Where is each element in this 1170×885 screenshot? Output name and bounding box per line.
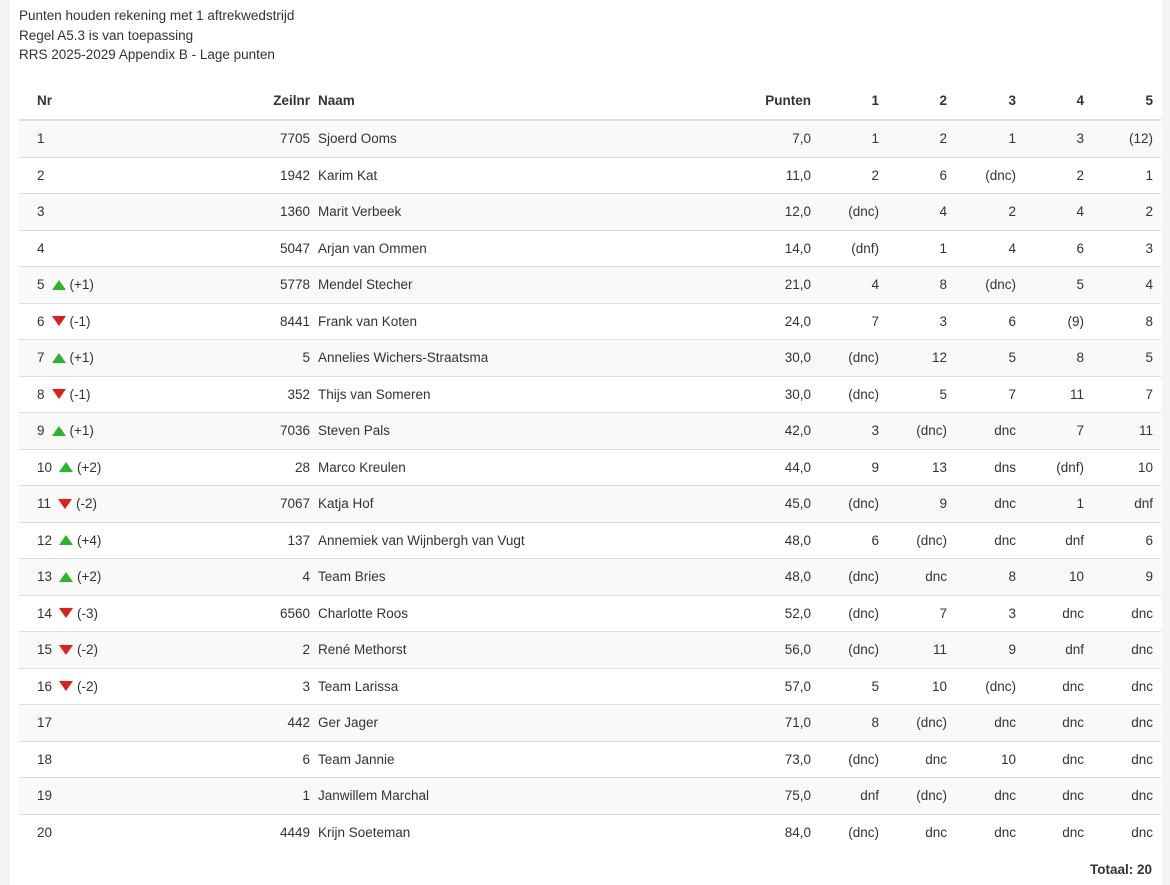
race-3-score: dnc	[955, 522, 1024, 559]
race-1-score: 7	[819, 303, 887, 340]
race-5-score: dnc	[1092, 814, 1161, 850]
header-race-2[interactable]: 2	[887, 82, 955, 120]
arrow-down-icon	[52, 316, 66, 326]
table-row	[19, 595, 1161, 632]
sail-number: 1942	[191, 157, 318, 194]
header-zeilnr[interactable]: Zeilnr	[191, 82, 318, 120]
total-count: Totaal: 20	[1089, 862, 1152, 877]
rank-cell	[19, 413, 191, 450]
race-1-score: 5	[819, 668, 887, 705]
race-4-score: 1	[1024, 486, 1092, 523]
rank-change: (+2)	[77, 459, 102, 475]
total-points: 14,0	[693, 230, 819, 267]
rank-cell	[19, 486, 191, 523]
race-1-score: (dnc)	[819, 632, 887, 669]
race-1-score: 6	[819, 522, 887, 559]
race-1-score: 9	[819, 449, 887, 486]
race-3-score: (dnc)	[955, 668, 1024, 705]
sail-number: 137	[191, 522, 318, 559]
total-points: 48,0	[693, 559, 819, 596]
race-3-score: (dnc)	[955, 157, 1024, 194]
total-points: 57,0	[693, 668, 819, 705]
sailor-name: Team Larissa	[318, 668, 693, 705]
sailor-name: Marco Kreulen	[318, 449, 693, 486]
rank-change: (-1)	[69, 386, 91, 402]
scoring-notes	[19, 6, 294, 65]
rank-number: 7	[37, 350, 45, 366]
race-1-score: (dnc)	[819, 194, 887, 231]
race-2-score: 13	[887, 449, 955, 486]
arrow-down-icon	[58, 499, 72, 509]
sail-number: 442	[191, 705, 318, 742]
header-nr[interactable]: Nr	[19, 82, 191, 120]
table-row	[19, 230, 1161, 267]
race-5-score: dnc	[1092, 778, 1161, 815]
table-row	[19, 194, 1161, 231]
race-5-score: 11	[1092, 413, 1161, 450]
rank-change: (+2)	[77, 569, 102, 585]
results-table	[19, 82, 1161, 850]
sail-number: 5047	[191, 230, 318, 267]
rank-number: 16	[37, 678, 53, 694]
race-5-score: dnc	[1092, 705, 1161, 742]
table-row	[19, 340, 1161, 377]
race-1-score: dnf	[819, 778, 887, 815]
rank-cell	[19, 230, 191, 267]
sail-number: 5	[191, 340, 318, 377]
rank-change: (-2)	[76, 496, 98, 512]
rank-number: 4	[37, 240, 45, 256]
rank-change: (+1)	[69, 423, 94, 439]
race-5-score: 9	[1092, 559, 1161, 596]
rank-number: 20	[37, 824, 53, 840]
note-rule: Regel A5.3 is van toepassing	[19, 27, 194, 43]
sail-number: 1	[191, 778, 318, 815]
sail-number: 7067	[191, 486, 318, 523]
rank-change: (-3)	[77, 605, 99, 621]
race-4-score: dnc	[1024, 778, 1092, 815]
race-2-score: 8	[887, 267, 955, 304]
race-5-score: dnc	[1092, 595, 1161, 632]
table-row	[19, 522, 1161, 559]
race-2-score: dnc	[887, 741, 955, 778]
sailor-name: Annemiek van Wijnbergh van Vugt	[318, 522, 693, 559]
total-points: 12,0	[693, 194, 819, 231]
table-row	[19, 778, 1161, 815]
arrow-up-icon	[52, 353, 66, 363]
race-3-score: 2	[955, 194, 1024, 231]
race-2-score: 12	[887, 340, 955, 377]
race-4-score: 5	[1024, 267, 1092, 304]
race-5-score: 8	[1092, 303, 1161, 340]
race-4-score: 10	[1024, 559, 1092, 596]
race-3-score: dnc	[955, 814, 1024, 850]
sailor-name: Ger Jager	[318, 705, 693, 742]
table-row	[19, 303, 1161, 340]
rank-cell	[19, 120, 191, 157]
sailor-name: Krijn Soeteman	[318, 814, 693, 850]
sail-number: 4449	[191, 814, 318, 850]
total-points: 11,0	[693, 157, 819, 194]
race-5-score: 2	[1092, 194, 1161, 231]
rank-number: 6	[37, 313, 45, 329]
arrow-down-icon	[59, 608, 73, 618]
sailor-name: Arjan van Ommen	[318, 230, 693, 267]
sail-number: 6560	[191, 595, 318, 632]
race-5-score: (12)	[1092, 120, 1161, 157]
race-2-score: (dnc)	[887, 522, 955, 559]
race-5-score: 3	[1092, 230, 1161, 267]
race-3-score: 5	[955, 340, 1024, 377]
sailor-name: Marit Verbeek	[318, 194, 693, 231]
sailor-name: Mendel Stecher	[318, 267, 693, 304]
sail-number: 8441	[191, 303, 318, 340]
total-points: 21,0	[693, 267, 819, 304]
sailor-name: Frank van Koten	[318, 303, 693, 340]
sail-number: 1360	[191, 194, 318, 231]
arrow-down-icon	[52, 389, 66, 399]
rank-number: 11	[37, 496, 52, 512]
race-5-score: 10	[1092, 449, 1161, 486]
rank-number: 2	[37, 167, 45, 183]
note-system: RRS 2025-2029 Appendix B - Lage punten	[19, 47, 275, 62]
race-3-score: 9	[955, 632, 1024, 669]
rank-cell	[19, 632, 191, 669]
rank-cell	[19, 157, 191, 194]
race-2-score: 4	[887, 194, 955, 231]
race-4-score: 8	[1024, 340, 1092, 377]
sailor-name: Karim Kat	[318, 157, 693, 194]
total-points: 30,0	[693, 376, 819, 413]
rank-number: 13	[37, 569, 53, 585]
sail-number: 352	[191, 376, 318, 413]
race-2-score: 6	[887, 157, 955, 194]
rank-cell	[19, 340, 191, 377]
table-row	[19, 814, 1161, 850]
arrow-up-icon	[59, 535, 73, 545]
sail-number: 7705	[191, 120, 318, 157]
arrow-up-icon	[59, 572, 73, 582]
arrow-down-icon	[59, 681, 73, 691]
rank-number: 19	[37, 788, 53, 804]
race-3-score: 10	[955, 741, 1024, 778]
sailor-name: Thijs van Someren	[318, 376, 693, 413]
rank-cell	[19, 522, 191, 559]
right-margin-strip	[1162, 0, 1170, 885]
race-2-score: 11	[887, 632, 955, 669]
race-4-score: 2	[1024, 157, 1092, 194]
race-2-score: 1	[887, 230, 955, 267]
rank-cell	[19, 303, 191, 340]
race-5-score: dnc	[1092, 632, 1161, 669]
race-5-score: 1	[1092, 157, 1161, 194]
race-5-score: dnf	[1092, 486, 1161, 523]
race-2-score: (dnc)	[887, 705, 955, 742]
header-race-4[interactable]: 4	[1024, 82, 1092, 120]
rank-cell	[19, 705, 191, 742]
race-2-score: dnc	[887, 814, 955, 850]
race-3-score: 4	[955, 230, 1024, 267]
table-row	[19, 413, 1161, 450]
race-1-score: (dnc)	[819, 376, 887, 413]
race-2-score: 10	[887, 668, 955, 705]
rank-cell	[19, 741, 191, 778]
race-4-score: dnc	[1024, 668, 1092, 705]
table-row	[19, 486, 1161, 523]
arrow-up-icon	[52, 280, 66, 290]
race-5-score: 5	[1092, 340, 1161, 377]
rank-cell	[19, 194, 191, 231]
rank-number: 3	[37, 204, 45, 220]
rank-cell	[19, 449, 191, 486]
sailor-name: Sjoerd Ooms	[318, 120, 693, 157]
race-3-score: 1	[955, 120, 1024, 157]
total-points: 24,0	[693, 303, 819, 340]
left-margin-strip	[0, 0, 10, 885]
race-1-score: 2	[819, 157, 887, 194]
total-points: 48,0	[693, 522, 819, 559]
race-2-score: 5	[887, 376, 955, 413]
race-5-score: 6	[1092, 522, 1161, 559]
race-1-score: (dnc)	[819, 559, 887, 596]
table-row	[19, 668, 1161, 705]
rank-cell	[19, 814, 191, 850]
rank-number: 9	[37, 423, 45, 439]
header-race-5[interactable]: 5	[1092, 82, 1161, 120]
race-4-score: (9)	[1024, 303, 1092, 340]
race-4-score: dnc	[1024, 705, 1092, 742]
race-5-score: 7	[1092, 376, 1161, 413]
race-3-score: (dnc)	[955, 267, 1024, 304]
rank-change: (+1)	[69, 350, 94, 366]
race-3-score: dnc	[955, 486, 1024, 523]
race-2-score: (dnc)	[887, 413, 955, 450]
race-2-score: dnc	[887, 559, 955, 596]
total-points: 30,0	[693, 340, 819, 377]
race-4-score: (dnf)	[1024, 449, 1092, 486]
race-1-score: (dnc)	[819, 340, 887, 377]
rank-cell	[19, 559, 191, 596]
sail-number: 7036	[191, 413, 318, 450]
race-2-score: 3	[887, 303, 955, 340]
header-naam[interactable]: Naam	[318, 82, 693, 120]
race-5-score: dnc	[1092, 668, 1161, 705]
race-4-score: 4	[1024, 194, 1092, 231]
total-points: 7,0	[693, 120, 819, 157]
rank-number: 10	[37, 459, 53, 475]
total-points: 56,0	[693, 632, 819, 669]
total-points: 52,0	[693, 595, 819, 632]
header-race-1[interactable]: 1	[819, 82, 887, 120]
sailor-name: Team Jannie	[318, 741, 693, 778]
race-3-score: dnc	[955, 705, 1024, 742]
sail-number: 4	[191, 559, 318, 596]
rank-number: 12	[37, 532, 53, 548]
total-points: 73,0	[693, 741, 819, 778]
total-points: 42,0	[693, 413, 819, 450]
race-2-score: (dnc)	[887, 778, 955, 815]
table-row	[19, 267, 1161, 304]
sailor-name: Annelies Wichers-Straatsma	[318, 340, 693, 377]
race-3-score: 7	[955, 376, 1024, 413]
table-row	[19, 120, 1161, 157]
total-points: 45,0	[693, 486, 819, 523]
header-row	[19, 82, 1161, 120]
arrow-up-icon	[52, 426, 66, 436]
race-1-score: 3	[819, 413, 887, 450]
race-4-score: 7	[1024, 413, 1092, 450]
sail-number: 3	[191, 668, 318, 705]
race-5-score: dnc	[1092, 741, 1161, 778]
rank-change: (-2)	[77, 678, 99, 694]
race-5-score: 4	[1092, 267, 1161, 304]
race-3-score: dnc	[955, 413, 1024, 450]
rank-number: 14	[37, 605, 53, 621]
rank-change: (-2)	[77, 642, 99, 658]
race-4-score: dnf	[1024, 632, 1092, 669]
race-1-score: (dnf)	[819, 230, 887, 267]
rank-change: (+4)	[77, 532, 102, 548]
race-2-score: 9	[887, 486, 955, 523]
race-4-score: 6	[1024, 230, 1092, 267]
race-1-score: (dnc)	[819, 595, 887, 632]
race-4-score: 11	[1024, 376, 1092, 413]
rank-number: 1	[37, 131, 45, 147]
race-3-score: dns	[955, 449, 1024, 486]
race-1-score: 4	[819, 267, 887, 304]
rank-cell	[19, 668, 191, 705]
race-4-score: dnf	[1024, 522, 1092, 559]
sailor-name: Charlotte Roos	[318, 595, 693, 632]
note-discard: Punten houden rekening met 1 aftrekwedstrijd	[19, 8, 295, 23]
table-row	[19, 157, 1161, 194]
race-4-score: dnc	[1024, 595, 1092, 632]
race-3-score: dnc	[955, 778, 1024, 815]
sailor-name: Janwillem Marchal	[318, 778, 693, 815]
sailor-name: Team Bries	[318, 559, 693, 596]
race-1-score: (dnc)	[819, 814, 887, 850]
sail-number: 6	[191, 741, 318, 778]
race-1-score: 8	[819, 705, 887, 742]
results-body	[19, 120, 1161, 850]
rank-cell	[19, 267, 191, 304]
race-1-score: 1	[819, 120, 887, 157]
arrow-down-icon	[59, 645, 73, 655]
rank-cell	[19, 376, 191, 413]
rank-number: 15	[37, 642, 53, 658]
rank-number: 17	[37, 715, 53, 731]
rank-cell	[19, 595, 191, 632]
sail-number: 2	[191, 632, 318, 669]
sailor-name: René Methorst	[318, 632, 693, 669]
race-3-score: 8	[955, 559, 1024, 596]
table-row	[19, 632, 1161, 669]
sail-number: 28	[191, 449, 318, 486]
table-row	[19, 449, 1161, 486]
rank-cell	[19, 778, 191, 815]
total-points: 84,0	[693, 814, 819, 850]
race-1-score: (dnc)	[819, 486, 887, 523]
table-row	[19, 376, 1161, 413]
race-2-score: 7	[887, 595, 955, 632]
race-1-score: (dnc)	[819, 741, 887, 778]
table-row	[19, 705, 1161, 742]
race-3-score: 6	[955, 303, 1024, 340]
table-row	[19, 559, 1161, 596]
race-4-score: 3	[1024, 120, 1092, 157]
total-points: 75,0	[693, 778, 819, 815]
total-points: 71,0	[693, 705, 819, 742]
total-points: 44,0	[693, 449, 819, 486]
race-4-score: dnc	[1024, 741, 1092, 778]
race-2-score: 2	[887, 120, 955, 157]
rank-change: (+1)	[69, 277, 94, 293]
rank-number: 5	[37, 277, 45, 293]
rank-number: 18	[37, 751, 53, 767]
sailor-name: Steven Pals	[318, 413, 693, 450]
sailor-name: Katja Hof	[318, 486, 693, 523]
race-3-score: 3	[955, 595, 1024, 632]
rank-number: 8	[37, 386, 45, 402]
race-4-score: dnc	[1024, 814, 1092, 850]
header-race-3[interactable]: 3	[955, 82, 1024, 120]
header-punten[interactable]: Punten	[693, 82, 819, 120]
table-row	[19, 741, 1161, 778]
rank-change: (-1)	[69, 313, 91, 329]
arrow-up-icon	[59, 462, 73, 472]
sail-number: 5778	[191, 267, 318, 304]
